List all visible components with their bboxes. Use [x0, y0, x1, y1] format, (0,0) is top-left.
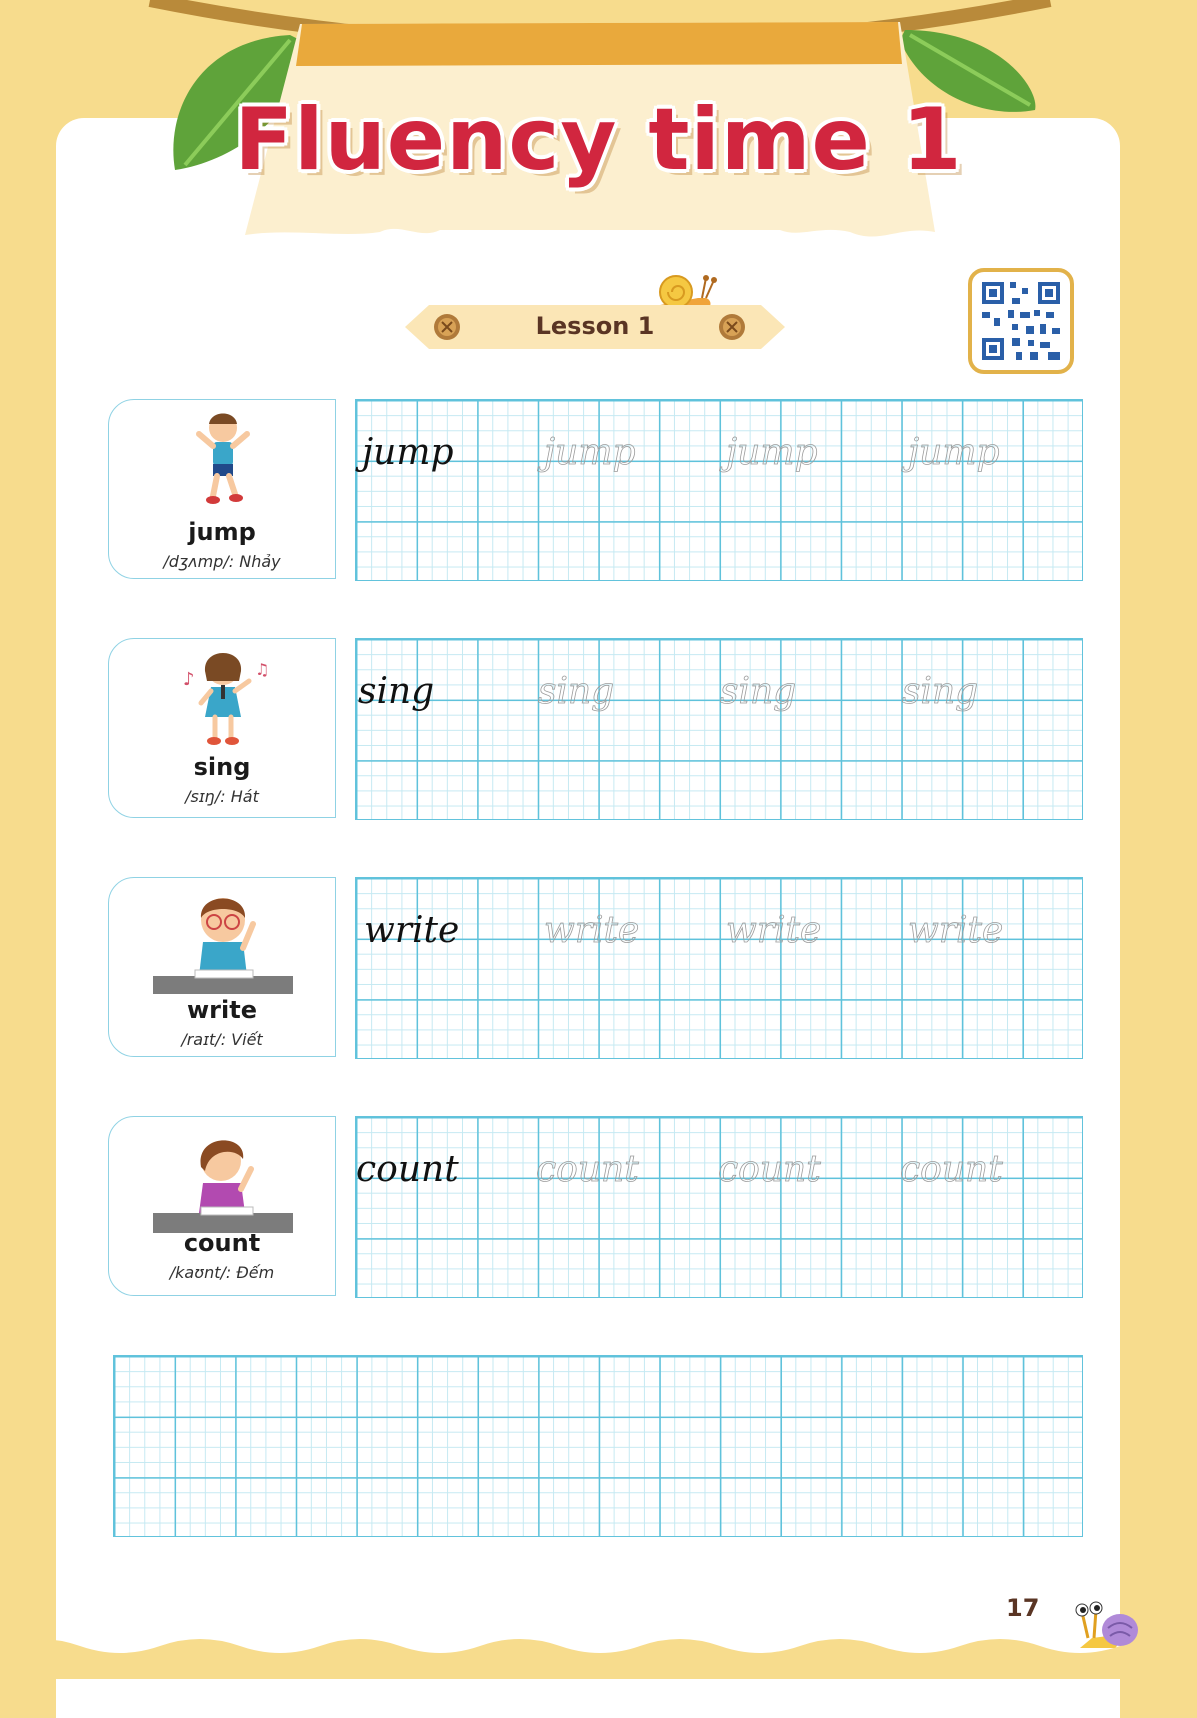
writing-grid-write[interactable] [355, 877, 1083, 1059]
model-word: count [356, 1149, 459, 1190]
trace-word: write [908, 910, 1004, 951]
vocab-ipa: /raɪt/: Viết [181, 1030, 263, 1049]
writing-grid-sing[interactable] [355, 638, 1083, 820]
trace-word: sing [720, 671, 797, 712]
model-word: write [364, 910, 460, 951]
vocab-card-count [108, 1116, 336, 1296]
svg-text:♪: ♪ [183, 669, 195, 690]
trace-word: sing [902, 671, 979, 712]
right-button-icon [719, 314, 745, 340]
trace-word: sing [538, 671, 615, 712]
svg-text:♫: ♫ [255, 660, 270, 679]
vocab-card-jump [108, 399, 336, 579]
vocab-card-sing [108, 638, 336, 818]
trace-word: count [718, 1149, 821, 1190]
writing-grid-jump[interactable] [355, 399, 1083, 581]
page-number: 17 [1006, 1594, 1040, 1622]
corner-snail-icon [1074, 1592, 1144, 1652]
free-writing-grid[interactable] [113, 1355, 1083, 1537]
trace-word: count [900, 1149, 1003, 1190]
vocab-card-write [108, 877, 336, 1057]
trace-word: write [726, 910, 822, 951]
banner-top-stripe [296, 22, 902, 66]
bottom-wave-decoration [0, 1628, 1197, 1679]
qr-code-icon[interactable] [968, 268, 1074, 374]
left-button-icon [434, 314, 460, 340]
vocab-ipa: /kaʊnt/: Đếm [169, 1263, 275, 1282]
vocab-word: write [187, 996, 257, 1024]
writing-grid-count[interactable] [355, 1116, 1083, 1298]
vocab-ipa: /sɪŋ/: Hát [185, 787, 259, 806]
vocab-word: sing [193, 753, 251, 781]
boy-jumping-illustration [143, 406, 303, 518]
boy-writing-illustration [143, 884, 303, 996]
lesson-label: Lesson 1 [535, 312, 655, 340]
trace-word: jump [726, 432, 818, 473]
vocab-word: jump [188, 518, 256, 546]
trace-word: jump [908, 432, 1000, 473]
trace-word: count [536, 1149, 639, 1190]
vocab-word: count [183, 1229, 261, 1257]
page-title: Fluency time 1 [234, 90, 963, 190]
vocab-ipa: /dʒʌmp/: Nhảy [163, 552, 281, 571]
girl-counting-illustration [143, 1123, 303, 1235]
trace-word: write [544, 910, 640, 951]
model-word: jump [362, 432, 454, 473]
trace-word: jump [544, 432, 636, 473]
model-word: sing [358, 671, 435, 712]
girl-singing-illustration [143, 645, 303, 757]
